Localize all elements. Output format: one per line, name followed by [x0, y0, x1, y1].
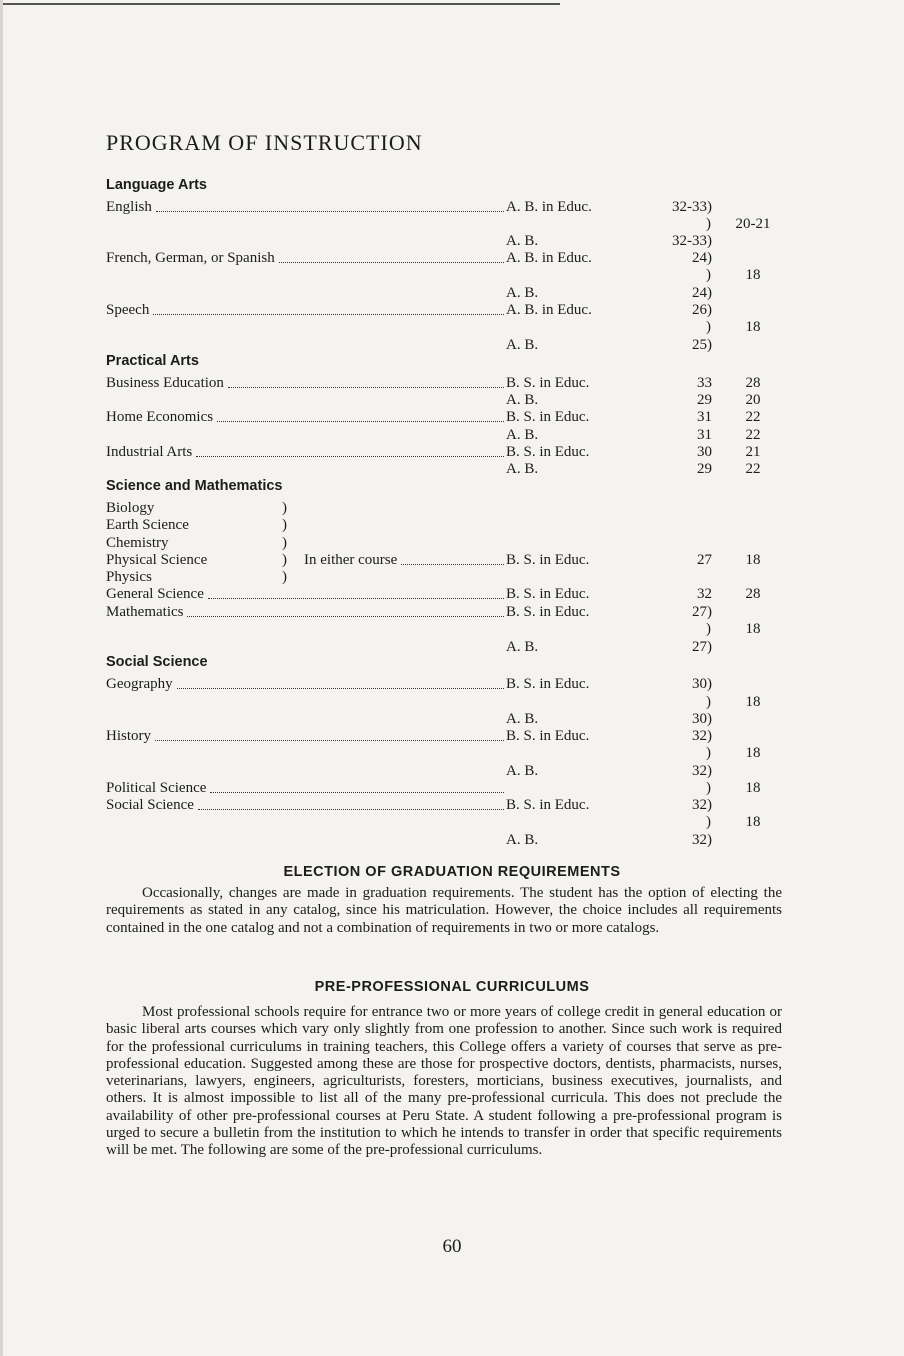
minor-hours: 18: [745, 780, 761, 796]
paren: ): [282, 517, 287, 533]
degree: B. S. in Educ.: [506, 409, 590, 425]
paren: ): [706, 745, 711, 761]
minor-hours: 20-21: [735, 216, 771, 232]
hours: 30): [692, 711, 712, 727]
row-speech: [0, 301, 904, 319]
row-english-bracket: [0, 215, 904, 233]
degree: B. S. in Educ.: [506, 586, 590, 602]
degree: B. S. in Educ.: [506, 676, 590, 692]
row-geography: [0, 675, 904, 693]
row-history-ab: [0, 762, 904, 780]
course-name: Industrial Arts: [106, 444, 193, 460]
course-name: Political Science: [106, 780, 207, 796]
row-french: [0, 249, 904, 267]
hours: 32-33): [672, 233, 712, 249]
hours: 31: [697, 427, 712, 443]
degree: B. S. in Educ.: [506, 728, 590, 744]
hours: 26): [692, 302, 712, 318]
degree: A. B.: [506, 337, 539, 353]
degree: B. S. in Educ.: [506, 604, 590, 620]
degree: A. B. in Educ.: [506, 250, 592, 266]
course-name: General Science: [106, 586, 204, 602]
page-number: 60: [442, 1236, 462, 1257]
course-name: History: [106, 728, 151, 744]
minor-hours: 18: [745, 267, 761, 283]
row-english-ab: [0, 232, 904, 250]
minor-hours: 18: [745, 552, 761, 568]
hours: 31: [697, 409, 712, 425]
row-social-science: [0, 796, 904, 814]
row-general-science: [0, 585, 904, 603]
paren: ): [706, 780, 711, 796]
row-geography-ab: [0, 710, 904, 728]
row-french-ab: [0, 284, 904, 302]
degree: B. S. in Educ.: [506, 552, 590, 568]
row-business: [0, 374, 904, 392]
minor-hours: 18: [745, 814, 761, 830]
hours: 33: [697, 375, 712, 391]
hours: 32): [692, 832, 712, 848]
paren: ): [706, 267, 711, 283]
minor-hours: 28: [745, 586, 761, 602]
degree: A. B.: [506, 763, 539, 779]
course-name: Business Education: [106, 375, 224, 391]
paren: ): [282, 552, 287, 568]
row-business-ab: [0, 391, 904, 409]
hours: 27): [692, 639, 712, 655]
hours: 32): [692, 763, 712, 779]
minor-hours: 21: [745, 444, 761, 460]
degree: A. B.: [506, 427, 539, 443]
row-physical-science: [0, 551, 904, 569]
hours: 32): [692, 728, 712, 744]
minor-hours: 20: [745, 392, 761, 408]
course-name: Home Economics: [106, 409, 214, 425]
row-home-ec-ab: [0, 426, 904, 444]
row-history: [0, 727, 904, 745]
row-english: [0, 198, 904, 216]
row-history-bracket: [0, 744, 904, 762]
election-paragraph: Occasionally, changes are made in graduation requirements. The student has the option of electing the requirements as stated in any catalog, since his matriculation. However, the choice includes all requirements contained in the one catalog and not a combination of requirements in two or more catalogs.: [106, 885, 782, 936]
paren: ): [706, 319, 711, 335]
row-speech-bracket: [0, 318, 904, 336]
row-biology: [0, 499, 904, 517]
degree: A. B.: [506, 285, 539, 301]
course-name: Biology: [106, 500, 155, 516]
hours: 30): [692, 676, 712, 692]
paren: ): [706, 694, 711, 710]
minor-hours: 18: [745, 621, 761, 637]
degree: A. B.: [506, 461, 539, 477]
section-practical-arts: Practical Arts: [106, 353, 199, 369]
hours: 30: [697, 444, 712, 460]
row-social-science-ab: [0, 831, 904, 849]
degree: A. B.: [506, 392, 539, 408]
degree: B. S. in Educ.: [506, 797, 590, 813]
preprof-paragraph: Most professional schools require for entrance two or more years of college credit in general education or basic liberal arts courses which vary only slightly from one profession to another. Since such work is required for the professional curriculums in training teachers, this College offers a variety of courses that serve as pre-professional education. Suggested among these are those for prospective doctors, dentists, pharmacists, nurses, veterinarians, lawyers, engineers, agriculturists, foresters, morticians, business executives, journalists, and others. It is almost impossible to list all of the many pre-professional curricula. This does not preclude the availability of other pre-professional courses at Peru State. A student following a pre-professional program is urged to secure a bulletin from the institution to which he intends to transfer in order that specific requirements will be met. The following are some of the pre-professional curriculums.: [106, 1004, 782, 1159]
degree: A. B.: [506, 711, 539, 727]
degree: A. B.: [506, 832, 539, 848]
hours: 27): [692, 604, 712, 620]
row-industrial: [0, 443, 904, 461]
course-name: Social Science: [106, 797, 194, 813]
course-name: Chemistry: [106, 535, 169, 551]
either-course-label: In either course: [304, 552, 398, 568]
course-name: Physical Science: [106, 552, 208, 568]
paren: ): [282, 569, 287, 585]
minor-hours: 28: [745, 375, 761, 391]
hours: 27: [697, 552, 712, 568]
course-name: Geography: [106, 676, 173, 692]
course-name: French, German, or Spanish: [106, 250, 275, 266]
page-title: PROGRAM OF INSTRUCTION: [106, 130, 423, 155]
hours: 24): [692, 285, 712, 301]
paren: ): [706, 814, 711, 830]
section-language-arts: Language Arts: [106, 177, 207, 193]
course-name: Earth Science: [106, 517, 189, 533]
degree: A. B. in Educ.: [506, 302, 592, 318]
hours: 25): [692, 337, 712, 353]
hours: 32: [697, 586, 712, 602]
minor-hours: 18: [745, 745, 761, 761]
section-science-math: Science and Mathematics: [106, 478, 283, 494]
hours: 32-33): [672, 199, 712, 215]
row-political-science: [0, 779, 904, 797]
degree: B. S. in Educ.: [506, 444, 590, 460]
paren: ): [706, 216, 711, 232]
degree: A. B.: [506, 233, 539, 249]
minor-hours: 22: [745, 409, 761, 425]
paren: ): [706, 621, 711, 637]
degree: A. B. in Educ.: [506, 199, 592, 215]
paren: ): [282, 535, 287, 551]
row-industrial-ab: [0, 460, 904, 478]
hours: 24): [692, 250, 712, 266]
row-home-ec: [0, 408, 904, 426]
course-name: Mathematics: [106, 604, 184, 620]
degree: B. S. in Educ.: [506, 375, 590, 391]
hours: 29: [697, 392, 712, 408]
row-speech-ab: [0, 336, 904, 354]
minor-hours: 22: [745, 461, 761, 477]
row-geography-bracket: [0, 693, 904, 711]
election-heading: ELECTION OF GRADUATION REQUIREMENTS: [283, 864, 621, 880]
paren: ): [282, 500, 287, 516]
course-name: Physics: [106, 569, 152, 585]
row-social-science-bracket: [0, 813, 904, 831]
row-mathematics-bracket: [0, 620, 904, 638]
minor-hours: 22: [745, 427, 761, 443]
top-rule: [0, 3, 560, 5]
hours: 32): [692, 797, 712, 813]
hours: 29: [697, 461, 712, 477]
row-earth-science: [0, 516, 904, 534]
course-name: English: [106, 199, 152, 215]
degree: A. B.: [506, 639, 539, 655]
section-social-science: Social Science: [106, 654, 208, 670]
row-mathematics: [0, 603, 904, 621]
preprof-heading: PRE-PROFESSIONAL CURRICULUMS: [314, 979, 590, 995]
row-french-bracket: [0, 266, 904, 284]
row-physics: [0, 568, 904, 586]
row-chemistry: [0, 534, 904, 552]
minor-hours: 18: [745, 694, 761, 710]
minor-hours: 18: [745, 319, 761, 335]
course-name: Speech: [106, 302, 150, 318]
